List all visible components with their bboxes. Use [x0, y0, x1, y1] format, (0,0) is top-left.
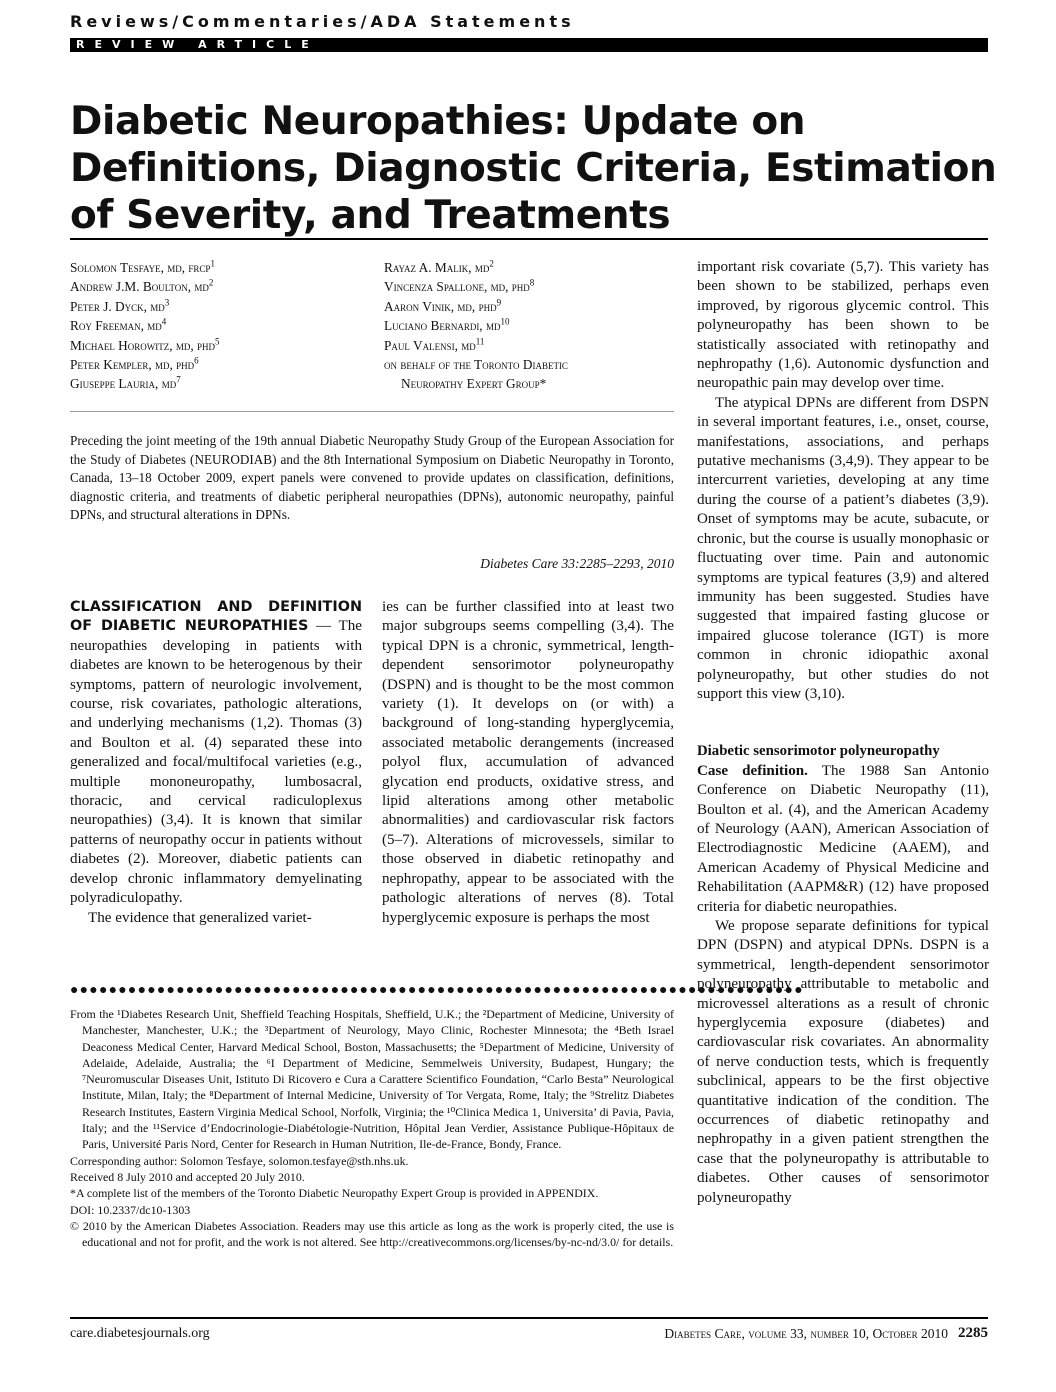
author: Giuseppe Lauria, $md^7$	[70, 375, 181, 392]
author: Luciano Bernardi, $md^{10}$	[384, 316, 510, 334]
authors-right	[384, 258, 568, 394]
paragraph	[70, 598, 362, 909]
page-number: 2285	[958, 1325, 988, 1341]
author: Solomon Tesfaye, md, frcp$^1$	[70, 258, 215, 275]
article-type-label: REVIEW ARTICLE	[76, 38, 319, 51]
author: Peter Kempler, md, phd$^6$	[70, 355, 199, 373]
footer-url[interactable]: care.diabetesjournals.org	[70, 1326, 210, 1341]
expert-group-note: *A complete list of the members of the Toronto Diabetic Neuropathy Expert Group is provided in APPENDIX.	[70, 1186, 599, 1201]
paragraph: We propose separate definitions for typical DPN (DSPN) and atypical DPNs. DSPN is a symmetrical, length-dependent sensorimotor polyneuropathy attributable to metabolic and microvessel alterations as a result of chronic hyperglycemia exposure (diabetes) and cardiovascular risk covariates. An abnormality of nerve conduction tests, which is frequently subclinical, appears to be the first objective quantitative indication of the condition. The occurrences of diabetic retinopathy and nephropathy in a given patient strengthen the case that the polyneuropathy is attributable to diabetes. Other causes of sensorimotor polyneuropathy	[697, 918, 989, 1206]
author: Vincenza Spallone, md, phd$^8$	[384, 277, 535, 295]
subsection-heading: Diabetic sensorimotor polyneuropathy	[697, 743, 940, 760]
paragraph: The atypical DPNs are different from DSPN in several important features, i.e., onset, course, manifestations, associations, and perhaps putative mechanisms (3,4,9). They appear to be intercurrent varieties, developing at any time during the course of a patient’s diabetes (3,9). Onset of symptoms may be acute, subacute, or chronic, but the course is usually monophasic or fluctuating over time. Pain and autonomic symptoms are typical features (3,9) and altered immunity has been suggested. Studies have suggested that impaired fasting glucose or impaired glucose tolerance (IGT) is more common in chronic idiopathic axonal polyneuropathy, but other studies do not support this view (3,10).	[697, 394, 989, 702]
author-group-line: Neuropathy Expert Group*	[401, 376, 547, 392]
author: Peter J. Dyck, $md^3$	[70, 297, 170, 314]
body-column-1	[70, 598, 362, 928]
author-group-line: on behalf of the Toronto Diabetic	[384, 357, 568, 373]
paragraph-text: The neuropathies developing in patients with diabetes are known to be heterogenous by their symptoms, pattern of neurologic involvement, course, risk covariates, pathologic alterations, and underlying mechanisms (1,2). Thomas (3) and Boulton et al. (4) separated these into generalized and focal/multifocal varieties (e.g., multiple mononeuropathy, lumbosacral, thoracic, and cervical radiculoplexus neuropathies) (3,4). It is known that similar patterns of neuropathy occur in patients without diabetes (2). Moreover, diabetic patients can develop chronic inflammatory demyelinating polyradiculopathy.	[70, 618, 362, 907]
authors-left	[70, 258, 220, 394]
title-rule	[70, 238, 988, 240]
footer-rule	[70, 1317, 988, 1319]
citation: Diabetes Care 33:2285–2293, 2010	[480, 556, 674, 571]
dotted-separator: ●●●●●●●●●●●●●●●●●●●●●●●●●●●●●●●●●●●●●●●●●●●●●●●●●●●●●●●●●●●●●●●●●●●●●●●●●●●●	[70, 983, 804, 998]
author: Paul Valensi, $md^{11}$	[384, 336, 485, 353]
case-definition-label: Case definition.	[697, 762, 808, 779]
corresponding-author-note: Corresponding author: Solomon Tesfaye, solomon.tesfaye@sth.nhs.uk.	[70, 1153, 409, 1168]
paragraph: important risk covariate (5,7). This variety has been shown to be stabilized, perhaps even improved, by rigorous glycemic control. This polyneuropathy has been shown to be statistically associated with retinopathy and nephropathy (1,6). Autonomic dysfunction and neuropathic pain may develop over time.	[697, 259, 989, 392]
paragraph	[697, 762, 989, 917]
author: Rayaz A. Malik, $md^2$	[384, 258, 494, 275]
journal-section-label: Reviews/Commentaries/ADA Statements	[70, 12, 575, 31]
heading-dash: —	[308, 618, 339, 635]
doi-note: DOI: 10.2337/dc10-1303	[70, 1202, 191, 1217]
paragraph-text: The 1988 San Antonio Conference on Diabetic Neuropathy (11), Boulton et al. (4), and the American Academy of Neurology (AAN), American Association of Electrodiagnostic Medicine (AAEM), and American Academy of Physical Medicine and Rehabilitation (AAPM&R) (12) have proposed criteria for diabetic neuropathies.	[697, 762, 989, 915]
section-heading: CLASSIFICATION AND DEFINITION OF DIABETIC NEUROPATHIES	[70, 599, 362, 635]
article-title: Diabetic Neuropathies: Update on Definitions, Diagnostic Criteria, Estimation of Severity, and Treatments	[70, 99, 997, 238]
body-column-2	[382, 598, 674, 928]
affiliations-note: From the ¹Diabetes Research Unit, Sheffield Teaching Hospitals, Sheffield, U.K.; the ²Department of Medicine, University of Manchester, Manchester, U.K.; the ³Department of Neurology, Mayo Clinic, Rochester Minnesota; the ⁴Beth Israel Deaconess Medical Center, Harvard Medical School, Boston, Massachusetts; the ⁵Department of Medicine, University of Adelaide, Adelaide, Australia; the ⁶I Department of Medicine, Semmelweis University, Budapest, Hungary; the ⁷Neuromuscular Diseases Unit, Istituto Di Ricovero e Cura a Carattere Scientifico Foundation, “Carlo Besta” Neurological Institute, Milan, Italy; the ⁸Department of Internal Medicine, University of Tor Vergata, Rome, Italy; the ⁹Strelitz Diabetes Research Institutes, Eastern Virginia Medical School, Norfolk, Virginia; the ¹⁰Clinica Medica 1, Universita’ di Pavia, Pavia, Italy; and the ¹¹Service d’Endocrinologie-Diabétologie-Nutrition, Hôpital Jean Verdier, Assistance Publique-Hôpitaux de Paris, Université Paris Nord, Center for Research in Human Nutrition, Ile-de-France, Bondy, France.	[70, 1007, 674, 1152]
copyright-note: © 2010 by the American Diabetes Association. Readers may use this article as long as the work is properly cited, the use is educational and not for profit, and the work is not altered. See http://creativecommons.org/licenses/by-nc-nd/3.0/ for details.	[70, 1218, 674, 1250]
received-note: Received 8 July 2010 and accepted 20 July 2010.	[70, 1169, 305, 1184]
abstract-rule	[70, 411, 674, 412]
author: Roy Freeman, $md^4$	[70, 316, 167, 334]
abstract: Preceding the joint meeting of the 19th annual Diabetic Neuropathy Study Group of the European Association for the Study of Diabetes (NEURODIAB) and the 8th International Symposium on Diabetic Neuropathy in Toronto, Canada, 13–18 October 2009, expert panels were convened to provide updates on classification, definitions, diagnostic criteria, and treatments of diabetic peripheral neuropathies (DPNs), autonomic neuropathy, painful DPNs, and structural alterations in DPNs.	[70, 433, 674, 522]
author: Andrew J.M. Boulton, $md^2$	[70, 277, 214, 295]
paragraph: The evidence that generalized variet-	[88, 909, 312, 926]
author: Michael Horowitz, md, phd$^5$	[70, 336, 220, 353]
body-column-3	[697, 258, 989, 1208]
article-type-bar	[70, 38, 988, 52]
paragraph: ies can be further classified into at least two major subgroups seems compelling (3,4). The typical DPN is a chronic, symmetrical, length-dependent sensorimotor polyneuropathy (DSPN) and is thought to be the most common variety (1). It develops on (or with) a background of long-standing hyperglycemia, associated metabolic derangements (increased polyol flux, accumulation of advanced glycation end products, oxidative stress, and lipid alterations among other metabolic abnormalities) and cardiovascular risk factors (5–7). Alterations of microvessels, similar to those observed in diabetic retinopathy and nephropathy, appear to be associated with the pathologic alterations of nerves (8). Total hyperglycemic exposure is perhaps the most	[382, 599, 674, 926]
footnotes	[70, 1006, 674, 1250]
author: Aaron Vinik, md, phd$^9$	[384, 297, 502, 314]
footer-journal-info: Diabetes Care, volume 33, number 10, October 2010	[664, 1326, 948, 1341]
